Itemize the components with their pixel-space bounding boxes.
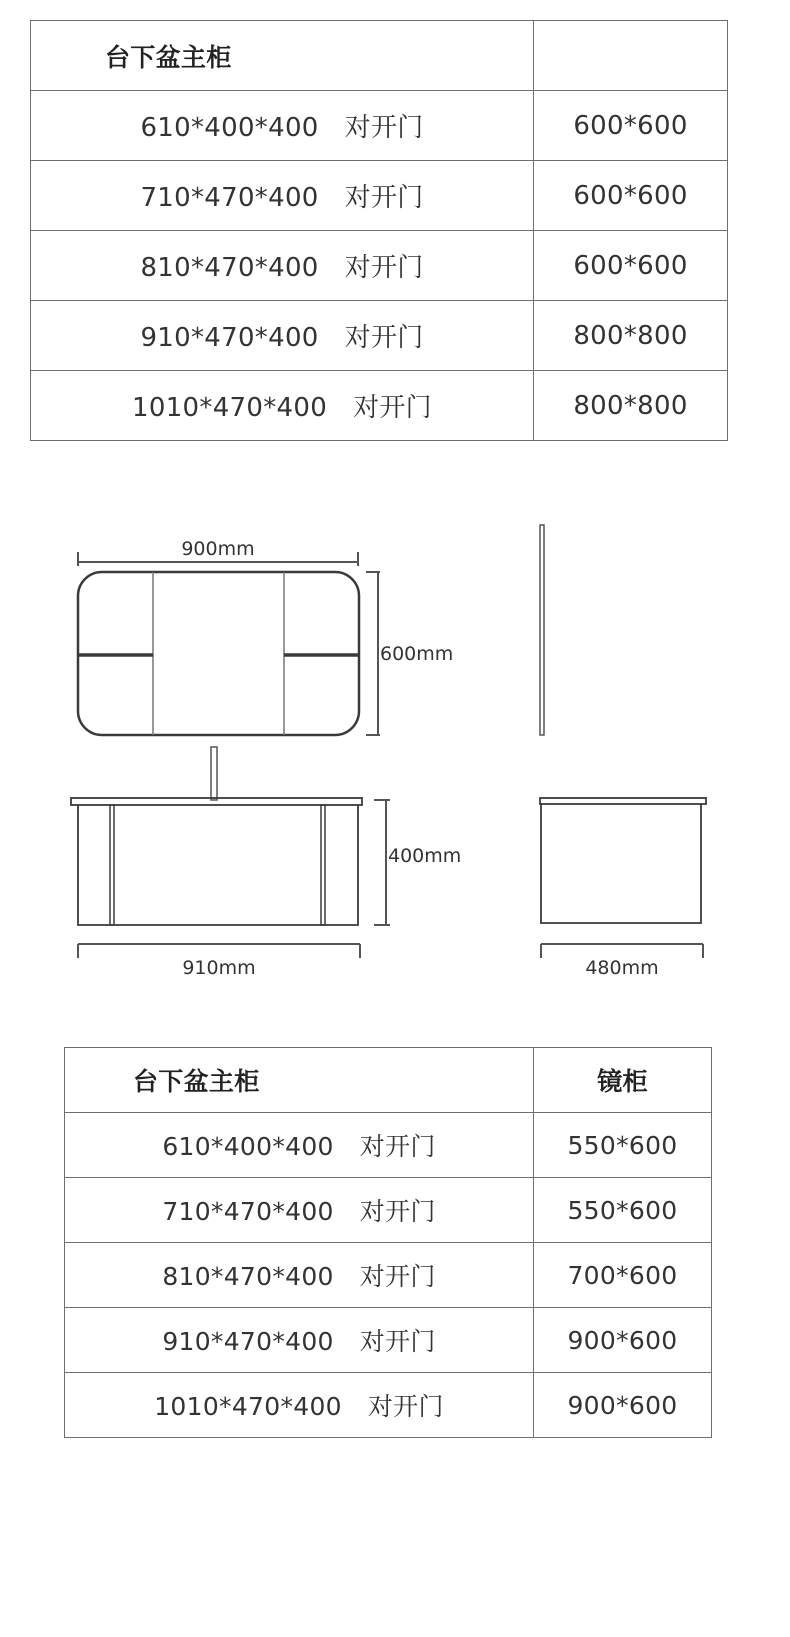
spec-table-top <box>30 20 728 441</box>
cabinet-size-cell <box>65 1308 534 1373</box>
mirror-size-cell: 600*600 <box>534 231 728 301</box>
table-row <box>31 301 728 371</box>
mirror-size-cell: 600*600 <box>534 161 728 231</box>
table-row <box>31 91 728 161</box>
table-row <box>31 231 728 301</box>
table-row <box>65 1373 712 1438</box>
header-mirror-cabinet <box>534 21 728 91</box>
mirror-size-cell: 900*600 <box>534 1373 712 1438</box>
table-row <box>31 161 728 231</box>
door-type: 对开门 <box>353 393 432 423</box>
cabinet-size-cell <box>65 1113 534 1178</box>
table-row <box>65 1243 712 1308</box>
spec-table-bottom <box>64 1047 712 1438</box>
cabinet-dimensions: 810*470*400 <box>162 1262 334 1291</box>
cabinet-dimensions: 810*470*400 <box>140 253 319 283</box>
door-type: 对开门 <box>359 1132 436 1161</box>
cabinet-width-dimension <box>78 944 360 958</box>
table-row <box>65 1113 712 1178</box>
cabinet-depth-label: 480mm <box>585 957 659 979</box>
cabinet-height-label: 400mm <box>388 845 462 867</box>
door-type: 对开门 <box>359 1262 436 1291</box>
cabinet-size-cell <box>31 161 534 231</box>
header-main-cabinet: 台下盆主柜 <box>31 21 534 91</box>
table-row <box>65 1178 712 1243</box>
door-type: 对开门 <box>359 1327 436 1356</box>
mirror-height-label: 600mm <box>380 643 454 665</box>
header-main-cabinet: 台下盆主柜 <box>65 1048 534 1113</box>
mirror-size-cell: 900*600 <box>534 1308 712 1373</box>
door-type: 对开门 <box>359 1197 436 1226</box>
cabinet-size-cell <box>65 1243 534 1308</box>
cabinet-dimensions: 710*470*400 <box>162 1197 334 1226</box>
door-type: 对开门 <box>344 323 424 353</box>
table-header-row <box>31 21 728 91</box>
table-row <box>65 1308 712 1373</box>
cabinet-size-cell <box>65 1373 534 1438</box>
door-type: 对开门 <box>344 253 424 283</box>
cabinet-width-label: 910mm <box>182 957 256 979</box>
mirror-size-cell: 700*600 <box>534 1243 712 1308</box>
cabinet-dimensions: 610*400*400 <box>140 113 319 143</box>
mirror-cabinet-front <box>78 572 359 735</box>
door-type: 对开门 <box>344 113 424 143</box>
cabinet-dimensions: 910*470*400 <box>140 323 319 353</box>
door-type: 对开门 <box>344 183 424 213</box>
cabinet-size-cell <box>31 371 534 441</box>
cabinet-dimensions: 710*470*400 <box>140 183 319 213</box>
mirror-size-cell: 800*800 <box>534 371 728 441</box>
cabinet-depth-dimension <box>541 944 703 958</box>
door-type: 对开门 <box>367 1392 444 1421</box>
mirror-side-view <box>540 525 544 735</box>
cabinet-dimensions: 1010*470*400 <box>132 393 328 423</box>
cabinet-dimensions: 1010*470*400 <box>154 1392 342 1421</box>
base-cabinet-side <box>540 798 706 923</box>
mirror-size-cell: 600*600 <box>534 91 728 161</box>
mirror-size-cell: 550*600 <box>534 1113 712 1178</box>
mirror-size-cell: 800*800 <box>534 301 728 371</box>
header-mirror-cabinet: 镜柜 <box>534 1048 712 1113</box>
cabinet-size-cell <box>31 91 534 161</box>
cabinet-size-cell <box>65 1178 534 1243</box>
cabinet-size-cell <box>31 301 534 371</box>
table-header-row <box>65 1048 712 1113</box>
mirror-width-label: 900mm <box>181 538 255 560</box>
mirror-height-dimension <box>366 572 380 735</box>
table-row <box>31 371 728 441</box>
dimension-drawing <box>0 500 790 1000</box>
faucet-icon <box>211 747 217 800</box>
cabinet-dimensions: 910*470*400 <box>162 1327 334 1356</box>
base-cabinet-front <box>71 798 362 925</box>
mirror-size-cell: 550*600 <box>534 1178 712 1243</box>
cabinet-dimensions: 610*400*400 <box>162 1132 334 1161</box>
cabinet-size-cell <box>31 231 534 301</box>
